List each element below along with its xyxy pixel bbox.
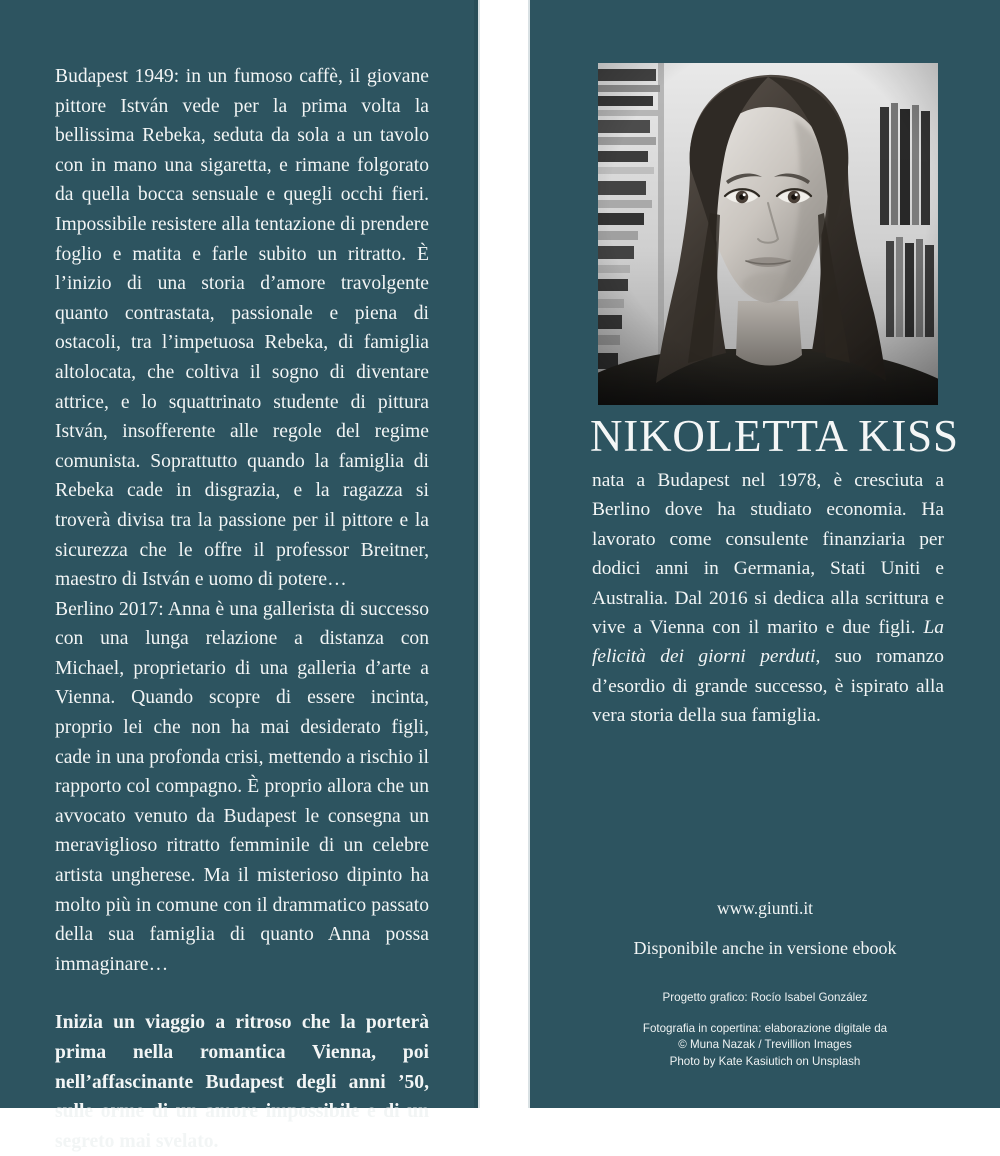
back-cover-blurb — [55, 62, 429, 1156]
cover-photo-credit-line-3: Photo by Kate Kasiutich on Unsplash — [669, 1054, 861, 1068]
gutter-edge-left — [478, 0, 480, 1108]
credits-block — [530, 990, 1000, 1070]
publisher-website-link[interactable]: www.giunti.it — [716, 898, 814, 918]
author-portrait-photo — [598, 63, 938, 405]
author-name: NIKOLETTA KISS — [590, 411, 959, 461]
blurb-paragraph-2: Berlino 2017: Anna è una gallerista di successo con una lunga relazione a distanza con Michael, proprietario di una galleria d’arte a Vienna. Quando scopre di essere incinta, proprio lei che non ha mai desiderato figli, cade in una profonda crisi, mettendo a rischio il rapporto col compagno. È proprio allora che un avvocato venuto da Budapest le consegna un meraviglioso ritratto femminile di un celebre artista ungherese. Ma il misterioso dipinto ha molto più in comune con il drammatico passato della sua famiglia di quanto Anna possa immaginare… — [55, 598, 429, 975]
cover-photo-credit-line-1: Fotografia in copertina: elaborazione digitale da — [642, 1021, 888, 1035]
bio-text-before-title: nata a Budapest nel 1978, è cresciuta a Berlino dove ha studiato economia. Ha lavorato come consulente finanziaria per dodici anni in Germania, Stati Uniti e Australia. Dal 2016 si dedica alla scrittura e vive a Vienna con il marito e due figli. — [592, 470, 944, 639]
blurb-highlight-paragraph: Inizia un viaggio a ritroso che la porterà prima nella romantica Vienna, poi nell’affascinante Budapest degli anni ’50, sulle orme di un amore impossibile e di un segreto mai svelato. — [55, 1012, 429, 1152]
credits-spacer — [530, 1007, 1000, 1021]
blurb-paragraph-1: Budapest 1949: in un fumoso caffè, il giovane pittore István vede per la prima volta la bellissima Rebeka, seduta da sola a un tavolo con in mano una sigaretta, e rimane folgorato da quella bocca sensuale e quegli occhi fieri. Impossibile resistere alla tentazione di prendere foglio e matita e farle subito un ritratto. È l’inizio di una storia d’amore travolgente quanto contrastata, passionale e piena di ostacoli, tra l’impetuosa Rebeka, di famiglia altolocata, che coltiva il sogno di diventare attrice, e lo squattrinato studente di pittura István, insofferente alle regole del regime comunista. Soprattutto quando la famiglia di Rebeka cade in disgrazia, e la ragazza si troverà divisa tra la passione per il pittore e la sicurezza che le offre il professor Breitner, maestro di István e uomo di potere… — [55, 66, 429, 591]
bio-book-title: La felicità dei giorni perduti — [592, 617, 944, 668]
graphic-design-credit: Progetto grafico: Rocío Isabel González — [662, 991, 868, 1004]
author-bio-paragraph — [592, 466, 944, 731]
author-portrait-illustration — [598, 63, 938, 405]
cover-photo-credit-line-2: © Muna Nazak / Trevillion Images — [678, 1038, 852, 1051]
author-biography — [592, 466, 944, 731]
bio-text-after-title: , suo romanzo d’esordio di grande successo, è ispirato alla vera storia della sua famiglia. — [592, 646, 944, 727]
ebook-availability-note: Disponibile anche in versione ebook — [633, 938, 897, 958]
